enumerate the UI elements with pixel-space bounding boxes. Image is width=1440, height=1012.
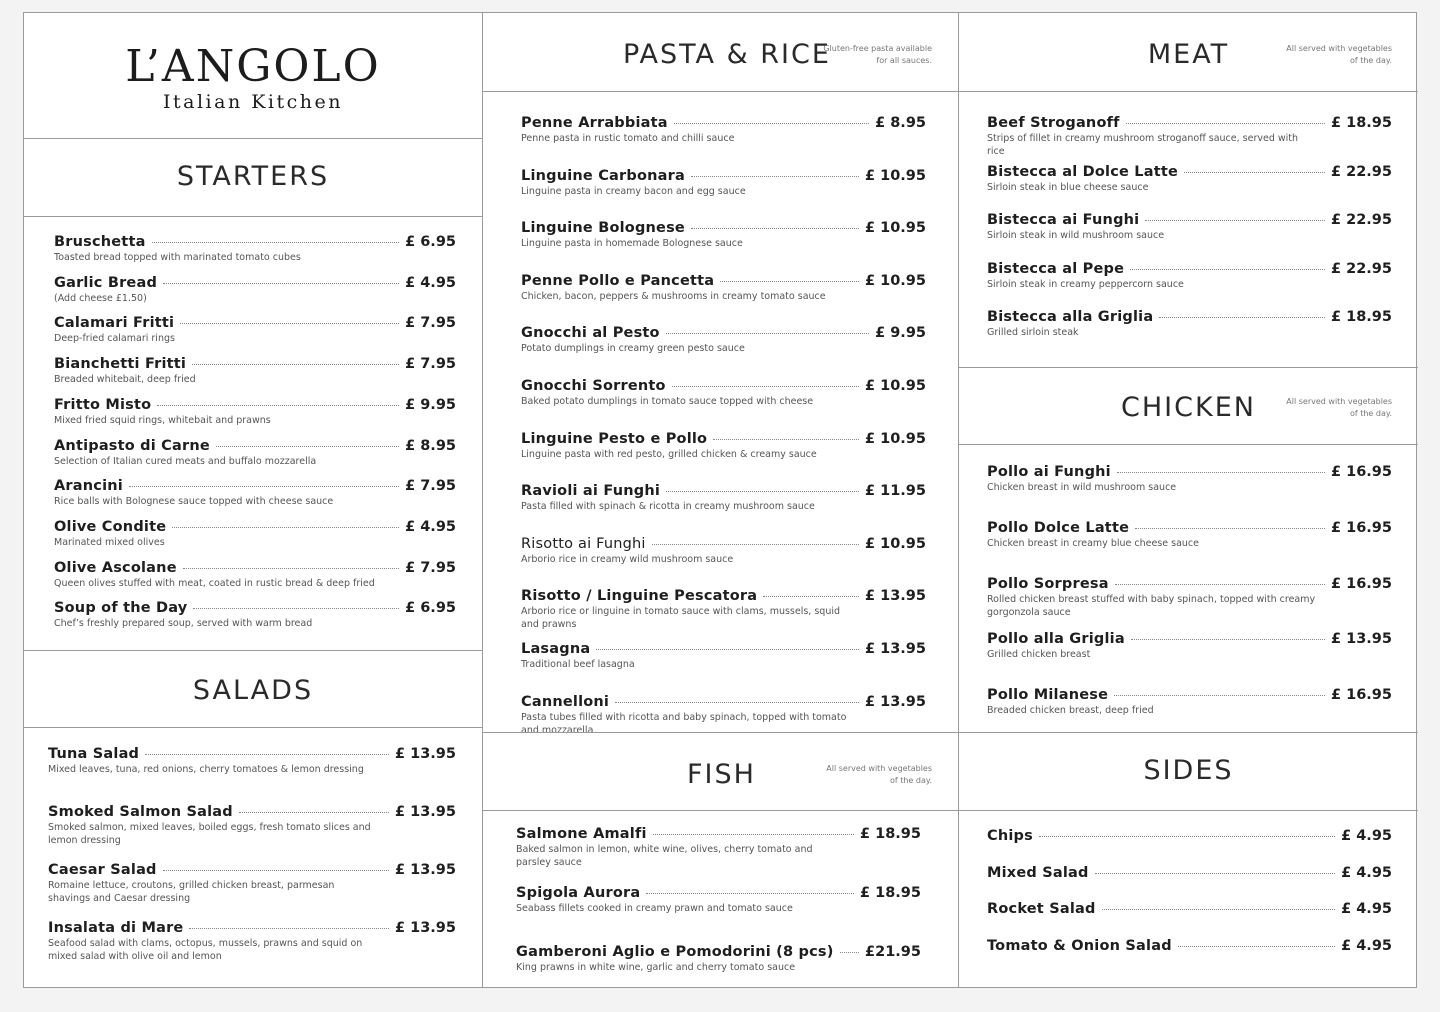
menu-item-description: Mixed fried squid rings, whitebait and prawns: [54, 414, 271, 426]
dot-leader: [615, 702, 859, 703]
menu-item-description: Sirloin steak in wild mushroom sauce: [987, 230, 1165, 241]
menu-item-price: £ 7.95: [405, 478, 456, 495]
section-note: Gluten-free pasta available for all sauces.: [823, 44, 932, 65]
menu-item-description: Potato dumplings in creamy green pesto sauce: [521, 343, 745, 355]
menu-sheet: [23, 12, 1417, 988]
menu-item-row: [54, 519, 456, 535]
section-title: MEAT: [1147, 39, 1230, 70]
dot-leader: [1131, 639, 1325, 640]
menu-item-price: £ 7.95: [405, 356, 456, 373]
starters-list: [24, 217, 482, 651]
menu-item: [521, 115, 926, 145]
menu-item: [987, 212, 1392, 242]
menu-item: [54, 600, 456, 630]
menu-item-description: Marinated mixed olives: [54, 536, 165, 548]
menu-item-name: Bistecca alla Griglia: [987, 309, 1154, 325]
menu-item-row: [987, 576, 1392, 592]
dot-leader: [193, 608, 399, 609]
menu-item-name: Tomato & Onion Salad: [987, 937, 1172, 954]
dot-leader: [1115, 584, 1325, 585]
dot-leader: [672, 386, 859, 387]
menu-item-description: Penne pasta in rustic tomato and chilli sauce: [521, 133, 735, 144]
dot-leader: [1145, 220, 1325, 221]
menu-item-price: £ 11.95: [864, 483, 926, 500]
dot-leader: [652, 544, 859, 545]
menu-item-description: Arborio rice in creamy wild mushroom sauce: [521, 553, 734, 565]
menu-item-row: [987, 938, 1392, 954]
dot-leader: [666, 333, 869, 334]
menu-item-name: Penne Arrabbiata: [521, 115, 668, 131]
menu-item-name: Tuna Salad: [48, 746, 140, 762]
menu-item-price: £ 13.95: [394, 862, 456, 878]
menu-item-name: Spigola Aurora: [516, 885, 641, 901]
dot-leader: [180, 323, 399, 324]
menu-item-name: Calamari Fritti: [54, 315, 175, 332]
logo-block: [24, 13, 482, 139]
dot-leader: [1114, 695, 1325, 696]
menu-item: [987, 938, 1392, 954]
menu-item-description: Seafood salad with clams, octopus, mussels, prawns and squid on mixed salad with olive oil and lemon: [48, 938, 363, 962]
dot-leader: [183, 568, 399, 569]
menu-item-row: [987, 865, 1392, 881]
dot-leader: [691, 228, 859, 229]
menu-item: [54, 560, 456, 590]
menu-item: [521, 378, 926, 408]
menu-item-name: Linguine Pesto e Pollo: [521, 430, 708, 447]
dot-leader: [152, 242, 400, 243]
menu-item-row: [987, 631, 1392, 647]
meat-list: [959, 92, 1418, 367]
menu-item-name: Risotto / Linguine Pescatora: [521, 588, 758, 605]
menu-item: [521, 220, 926, 250]
section-title: CHICKEN: [1121, 392, 1256, 423]
menu-item-name: Risotto ai Funghi: [521, 535, 646, 552]
menu-item-price: £ 9.95: [405, 396, 456, 413]
dot-leader: [192, 364, 399, 365]
menu-item-price: £ 10.95: [864, 378, 926, 394]
menu-item-price: £ 13.95: [864, 641, 926, 657]
section-note: All served with vegetables of the day.: [826, 764, 932, 785]
menu-item-name: Salmone Amalfi: [516, 826, 647, 842]
dot-leader: [1130, 269, 1325, 270]
menu-item-price: £ 13.95: [1330, 631, 1392, 648]
menu-item-description: Grilled chicken breast: [987, 649, 1091, 661]
menu-item-name: Lasagna: [521, 641, 591, 657]
menu-item-row: [987, 164, 1392, 180]
menu-item-description: Grilled sirloin steak: [987, 327, 1079, 338]
menu-item: [521, 325, 926, 355]
dot-leader: [1178, 946, 1335, 947]
menu-item-price: £ 7.95: [405, 559, 456, 576]
menu-item-name: Gnocchi Sorrento: [521, 378, 666, 394]
menu-item-price: £ 4.95: [1341, 864, 1392, 881]
menu-item: [521, 536, 926, 566]
menu-item-price: £ 6.95: [405, 600, 456, 617]
menu-item-price: £ 10.95: [864, 535, 926, 552]
menu-item-name: Bianchetti Fritti: [54, 356, 187, 373]
menu-item: [987, 865, 1392, 881]
dot-leader: [157, 405, 399, 406]
menu-item-row: [987, 464, 1392, 480]
menu-item-row: [521, 641, 926, 657]
menu-item-name: Fritto Misto: [54, 396, 152, 413]
dot-leader: [145, 754, 389, 755]
menu-item: [521, 694, 926, 737]
menu-item-row: [521, 694, 926, 710]
salads-header: [24, 650, 482, 728]
menu-item-price: £ 4.95: [405, 274, 456, 291]
menu-item-price: £ 4.95: [1341, 828, 1392, 844]
menu-item-description: Linguine pasta with red pesto, grilled chicken & creamy sauce: [521, 448, 817, 460]
menu-item-price: £ 22.95: [1330, 260, 1392, 277]
menu-item-price: £ 8.95: [405, 437, 456, 454]
menu-item-description: Baked potato dumplings in tomato sauce topped with cheese: [521, 396, 814, 407]
menu-item-name: Soup of the Day: [54, 600, 188, 617]
dot-leader: [840, 952, 859, 953]
menu-item-price: £ 4.95: [405, 518, 456, 535]
menu-item: [48, 804, 456, 847]
menu-item-name: Ravioli ai Funghi: [521, 483, 661, 500]
menu-item-price: £ 18.95: [1330, 309, 1392, 325]
menu-item: [521, 588, 926, 631]
menu-item-description: Rice balls with Bolognese sauce topped with cheese sauce: [54, 496, 334, 508]
menu-item-price: £ 22.95: [1330, 163, 1392, 180]
section-title: PASTA & RICE: [623, 39, 831, 70]
menu-item-price: £ 18.95: [859, 826, 921, 842]
menu-item-row: [54, 478, 456, 494]
menu-item-description: Queen olives stuffed with meat, coated in rustic bread & deep fried: [54, 577, 375, 589]
menu-item-row: [521, 536, 926, 552]
menu-item-row: [516, 944, 921, 960]
menu-item: [987, 901, 1392, 917]
dot-leader: [720, 281, 859, 282]
menu-item-description: Chef’s freshly prepared soup, served with warm bread: [54, 618, 313, 630]
starters-header: [24, 139, 482, 217]
menu-item-price: £ 4.95: [1341, 937, 1392, 954]
menu-item: [54, 438, 456, 468]
menu-item-price: £ 10.95: [864, 220, 926, 237]
menu-item-row: [521, 220, 926, 236]
menu-item-price: £ 16.95: [1330, 575, 1392, 592]
menu-item-row: [987, 520, 1392, 536]
menu-item-name: Gamberoni Aglio e Pomodorini (8 pcs): [516, 944, 834, 960]
menu-item-description: Strips of fillet in creamy mushroom stroganoff sauce, served with rice: [987, 133, 1299, 157]
menu-item: [987, 828, 1392, 844]
menu-item-description: (Add cheese £1.50): [54, 292, 147, 304]
dot-leader: [1135, 528, 1325, 529]
menu-item-name: Olive Ascolane: [54, 559, 177, 576]
menu-item-row: [54, 356, 456, 372]
menu-item-description: Selection of Italian cured meats and buffalo mozzarella: [54, 455, 317, 467]
menu-item-price: £ 13.95: [394, 746, 456, 762]
menu-item-description: Linguine pasta in creamy bacon and egg sauce: [521, 185, 746, 197]
dot-leader: [239, 812, 389, 813]
menu-item-description: Seabass fillets cooked in creamy prawn and tomato sauce: [516, 903, 793, 914]
menu-item-description: Rolled chicken breast stuffed with baby spinach, topped with creamy gorgonzola sauce: [987, 593, 1316, 618]
dot-leader: [1184, 172, 1325, 173]
menu-item: [987, 631, 1392, 661]
menu-item-price: £ 10.95: [864, 430, 926, 447]
menu-item-price: £ 16.95: [1330, 687, 1392, 704]
menu-item-name: Mixed Salad: [987, 864, 1089, 881]
menu-item-description: Romaine lettuce, croutons, grilled chicken breast, parmesan shavings and Caesar dressing: [48, 880, 335, 904]
chicken-list: [959, 445, 1418, 733]
menu-item: [54, 234, 456, 264]
dot-leader: [646, 893, 854, 894]
dot-leader: [674, 123, 869, 124]
menu-item-price: £ 9.95: [875, 325, 926, 342]
section-title: STARTERS: [176, 161, 330, 192]
menu-item-description: King prawns in white wine, garlic and cherry tomato sauce: [516, 962, 796, 973]
menu-item-price: £ 10.95: [864, 272, 926, 289]
dot-leader: [1117, 472, 1325, 473]
menu-item-row: [54, 397, 456, 413]
menu-item-description: Sirloin steak in blue cheese sauce: [987, 181, 1149, 193]
menu-item-row: [48, 804, 456, 820]
section-note: All served with vegetables of the day.: [1286, 397, 1392, 418]
section-title: SALADS: [192, 675, 314, 706]
dot-leader: [691, 176, 859, 177]
menu-item-description: Pasta filled with spinach & ricotta in creamy mushroom sauce: [521, 501, 815, 513]
menu-item-row: [54, 560, 456, 576]
menu-item-row: [54, 600, 456, 616]
menu-item-price: £ 6.95: [405, 234, 456, 250]
brand-name: L’ANGOLO: [125, 41, 381, 92]
menu-item-row: [516, 826, 921, 842]
menu-item-description: Arborio rice or linguine in tomato sauce with clams, mussels, squid and prawns: [521, 606, 841, 631]
menu-item-row: [987, 212, 1392, 228]
menu-item-description: Traditional beef lasagna: [521, 659, 635, 670]
menu-item: [48, 920, 456, 963]
section-note: All served with vegetables of the day.: [1286, 44, 1392, 65]
menu-item-description: Chicken breast in creamy blue cheese sauce: [987, 537, 1199, 549]
fish-header: [483, 732, 958, 811]
menu-item: [54, 519, 456, 549]
menu-item: [987, 164, 1392, 194]
menu-item-name: Pollo alla Griglia: [987, 631, 1125, 648]
menu-item-name: Arancini: [54, 478, 123, 495]
menu-item: [54, 315, 456, 345]
menu-item-name: Smoked Salmon Salad: [48, 804, 233, 820]
menu-item: [521, 483, 926, 513]
menu-item: [48, 746, 456, 776]
menu-item-name: Bistecca al Dolce Latte: [987, 163, 1179, 180]
menu-item-name: Pollo Sorpresa: [987, 575, 1109, 592]
menu-item: [54, 478, 456, 508]
menu-item-row: [48, 920, 456, 936]
sides-header: [959, 732, 1418, 811]
menu-item-name: Linguine Bolognese: [521, 220, 685, 237]
brand-tagline: Italian Kitchen: [163, 91, 343, 113]
menu-item-description: Deep-fried calamari rings: [54, 333, 175, 345]
dot-leader: [1095, 873, 1336, 874]
dot-leader: [163, 283, 399, 284]
menu-item-row: [521, 273, 926, 289]
dot-leader: [1102, 909, 1336, 910]
meat-header: [959, 13, 1418, 92]
column-left: [24, 13, 482, 987]
menu-item-name: Antipasto di Carne: [54, 437, 210, 454]
pasta-list: [483, 92, 958, 736]
menu-item-price: £ 13.95: [394, 920, 456, 936]
dot-leader: [129, 486, 399, 487]
dot-leader: [596, 649, 859, 650]
menu-item-description: Mixed leaves, tuna, red onions, cherry tomatoes & lemon dressing: [48, 764, 364, 775]
menu-item-name: Penne Pollo e Pancetta: [521, 272, 715, 289]
pasta-header: [483, 13, 958, 92]
menu-item-row: [987, 828, 1392, 844]
menu-item-name: Linguine Carbonara: [521, 167, 685, 184]
menu-item: [521, 273, 926, 303]
menu-item: [987, 261, 1392, 291]
menu-item-name: Rocket Salad: [987, 901, 1096, 917]
menu-item: [54, 356, 456, 386]
menu-item: [516, 885, 921, 915]
menu-item-row: [54, 315, 456, 331]
menu-item: [987, 464, 1392, 494]
menu-item: [54, 397, 456, 427]
dot-leader: [1159, 317, 1325, 318]
menu-item-description: Toasted bread topped with marinated tomato cubes: [54, 252, 301, 263]
menu-item: [521, 168, 926, 198]
menu-item-description: Baked salmon in lemon, white wine, olives, cherry tomato and parsley sauce: [516, 844, 813, 868]
menu-item-price: £ 16.95: [1330, 519, 1392, 536]
dot-leader: [713, 439, 859, 440]
menu-item-row: [987, 115, 1392, 131]
menu-item-price: £ 18.95: [1330, 115, 1392, 131]
menu-item-row: [521, 588, 926, 604]
menu-item-name: Bistecca al Pepe: [987, 260, 1125, 277]
menu-item-name: Pollo Dolce Latte: [987, 519, 1130, 536]
menu-item-name: Gnocchi al Pesto: [521, 325, 660, 342]
dot-leader: [653, 834, 854, 835]
menu-item: [54, 275, 456, 305]
menu-item-row: [516, 885, 921, 901]
menu-item: [521, 641, 926, 671]
fish-list: [483, 811, 958, 989]
menu-item-name: Garlic Bread: [54, 274, 158, 291]
dot-leader: [163, 870, 389, 871]
menu-item-row: [987, 309, 1392, 325]
menu-item: [987, 520, 1392, 550]
menu-item-price: £ 8.95: [875, 115, 926, 131]
menu-item-row: [521, 378, 926, 394]
salads-list: [24, 728, 482, 989]
menu-item-price: £ 10.95: [864, 167, 926, 184]
menu-item-name: Pollo ai Funghi: [987, 464, 1111, 480]
dot-leader: [189, 928, 389, 929]
menu-item: [516, 944, 921, 974]
menu-item-name: Chips: [987, 828, 1033, 844]
menu-item: [987, 687, 1392, 717]
menu-item: [48, 862, 456, 905]
menu-item-price: £ 13.95: [394, 804, 456, 820]
section-title: FISH: [687, 759, 756, 790]
menu-item-description: Chicken breast in wild mushroom sauce: [987, 482, 1177, 493]
menu-item: [987, 576, 1392, 619]
menu-item-price: £ 13.95: [864, 693, 926, 710]
column-middle: [482, 13, 958, 987]
menu-item-description: Breaded chicken breast, deep fried: [987, 705, 1154, 717]
menu-item-row: [48, 862, 456, 878]
menu-item-row: [54, 234, 456, 250]
menu-item-price: £ 18.95: [859, 885, 921, 901]
menu-item-row: [987, 261, 1392, 277]
menu-item-description: Sirloin steak in creamy peppercorn sauce: [987, 278, 1184, 290]
menu-item-row: [521, 431, 926, 447]
menu-item-name: Insalata di Mare: [48, 920, 184, 936]
menu-item-row: [48, 746, 456, 762]
menu-item-row: [987, 901, 1392, 917]
menu-item-name: Bistecca ai Funghi: [987, 212, 1140, 228]
menu-item: [987, 309, 1392, 339]
menu-item-description: Pasta tubes filled with ricotta and baby spinach, topped with tomato and mozzarella: [521, 711, 847, 736]
dot-leader: [666, 491, 859, 492]
dot-leader: [763, 596, 859, 597]
menu-item-description: Linguine pasta in homemade Bolognese sauce: [521, 238, 743, 250]
menu-item-row: [521, 168, 926, 184]
menu-item-name: Pollo Milanese: [987, 687, 1109, 704]
menu-item-row: [54, 438, 456, 454]
dot-leader: [1126, 123, 1325, 124]
dot-leader: [172, 527, 399, 528]
dot-leader: [216, 446, 399, 447]
menu-item-name: Olive Condite: [54, 518, 167, 535]
menu-item: [521, 431, 926, 461]
menu-item-name: Beef Stroganoff: [987, 115, 1120, 131]
menu-item-price: £ 4.95: [1341, 901, 1392, 917]
chicken-header: [959, 367, 1418, 445]
menu-item-row: [521, 115, 926, 131]
menu-item-name: Cannelloni: [521, 693, 610, 710]
menu-item-description: Breaded whitebait, deep fried: [54, 374, 196, 386]
menu-item: [987, 115, 1392, 158]
menu-item-price: £ 13.95: [864, 588, 926, 605]
menu-item-description: Chicken, bacon, peppers & mushrooms in creamy tomato sauce: [521, 290, 826, 302]
menu-item-row: [521, 483, 926, 499]
menu-item-row: [54, 275, 456, 291]
menu-item-price: £21.95: [865, 944, 921, 960]
menu-item-name: Bruschetta: [54, 234, 146, 250]
menu-item-row: [521, 325, 926, 341]
menu-item-row: [987, 687, 1392, 703]
menu-item-description: Smoked salmon, mixed leaves, boiled eggs, fresh tomato slices and lemon dressing: [48, 822, 371, 846]
menu-item-name: Caesar Salad: [48, 862, 157, 878]
menu-item-price: £ 16.95: [1330, 464, 1392, 480]
column-right: [958, 13, 1418, 987]
menu-item: [516, 826, 921, 869]
sides-list: [959, 811, 1418, 989]
dot-leader: [1039, 836, 1335, 837]
menu-item-price: £ 22.95: [1330, 212, 1392, 228]
menu-item-price: £ 7.95: [405, 315, 456, 332]
section-title: SIDES: [1143, 755, 1234, 786]
